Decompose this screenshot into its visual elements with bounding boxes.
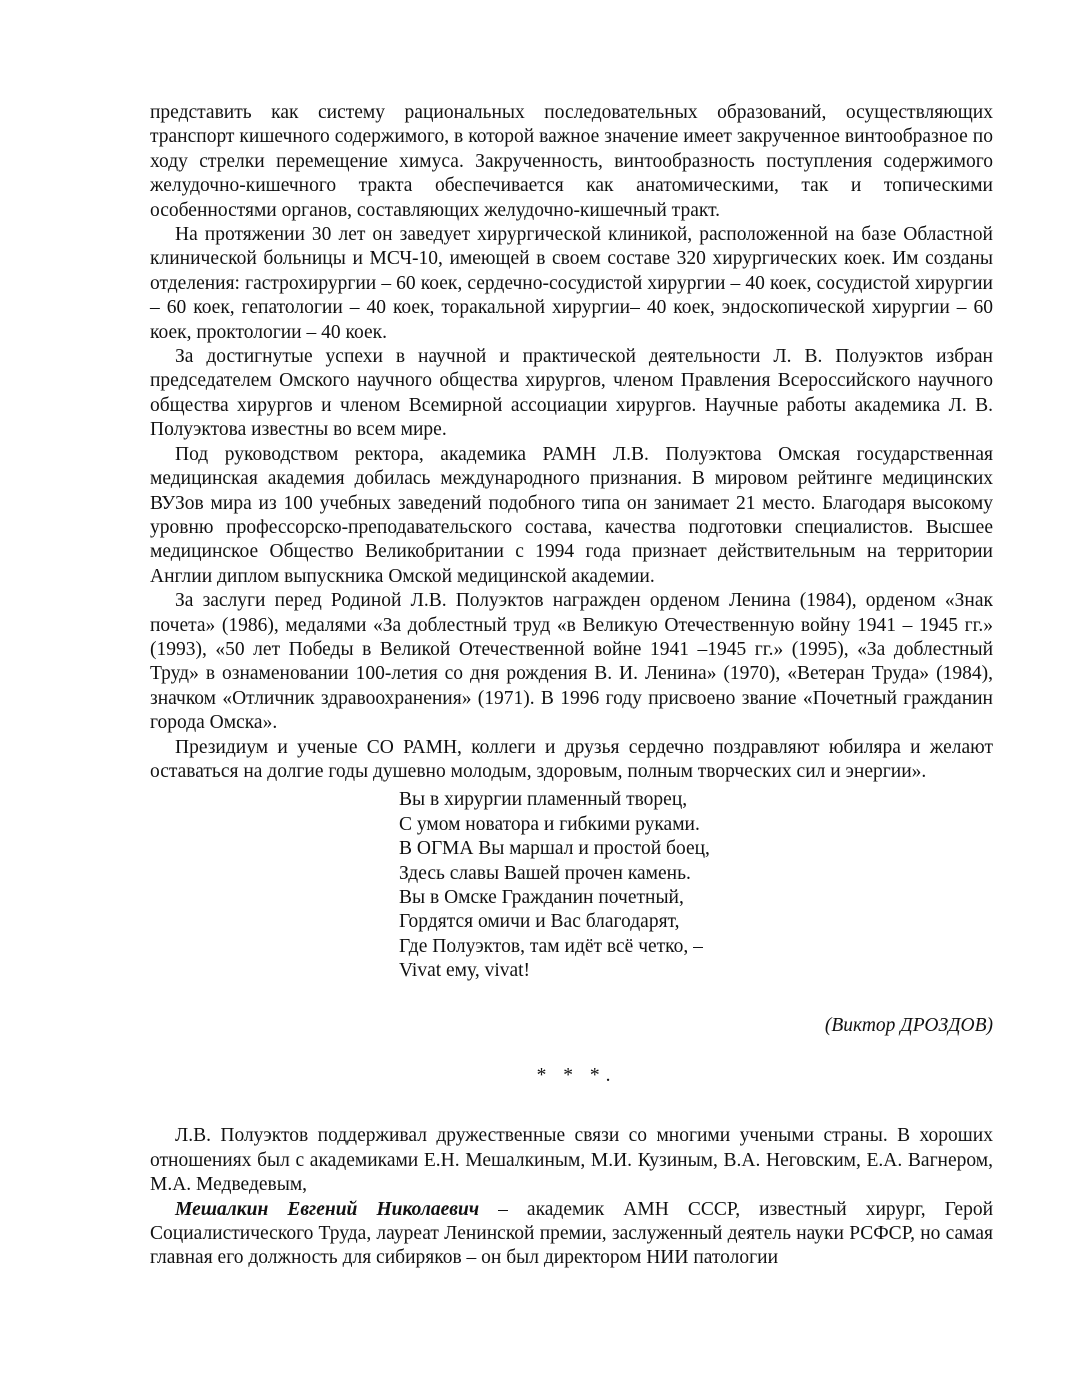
poem-line: Где Полуэктов, там идёт всё четко, –: [399, 935, 703, 957]
paragraph-awards: За заслуги перед Родиной Л.В. Полуэктов награжден орденом Ленина (1984), орденом «Знак почета» (1986), медалями «За доблестный труд «в Великую Отечественную войну 1941 – 1945 гг.» (1993), «50 лет Победы в Великой Отечественной войне 1941 –1945 гг.» (1995), «За доблестный Труд» в ознаменовании 100-летия со дня рождения В. И. Ленина» (1970), «Ветеран Труда» (1984), значком «Отличник здравоохранения» (1971). В 1996 году присвоено звание «Почетный гражданин города Омска».: [150, 590, 993, 734]
poem-line: Здесь славы Вашей прочен камень.: [399, 862, 691, 884]
paragraph-society: За достигнутые успехи в научной и практической деятельности Л. В. Полуэктов избран председателем Омского научного общества хирургов, членом Правления Всероссийского научного общества хирургов и членом Всемирной ассоциации хирургов. Научные работы академика Л. В. Полуэктова известны во всем мире.: [150, 346, 993, 441]
poem: [399, 788, 993, 983]
section-separator: * * *.: [536, 1065, 617, 1087]
paragraph-academy: Под руководством ректора, академика РАМН Л.В. Полуэктова Омская государственная медицинская академия добилась международного признания. В мировом рейтинге медицинских ВУЗов мира из 100 учебных заведений подобного типа он занимает 21 место. Благодаря высокому уровню профессорско-преподавательского состава, качества подготовки специалистов. Высшее медицинское Общество Великобритании с 1994 года признает действительным на территории Англии диплом выпускника Омской медицинской академии.: [150, 443, 993, 587]
paragraph-friends: Л.В. Полуэктов поддерживал дружественные связи со многими учеными страны. В хороших отношениях был с академиками Е.Н. Мешалкиным, М.И. Кузиным, В.А. Неговским, Е.А. Вагнером, М.А. Медведевым,: [150, 1125, 993, 1196]
poem-line: Вы в Омске Гражданин почетный,: [399, 887, 684, 908]
poem-line: Гордятся омичи и Вас благодарят,: [399, 911, 680, 933]
paragraph-clinic: На протяжении 30 лет он заведует хирургической клиникой, расположенной на базе Областной клинической больницы и МСЧ-10, имеющей в своем составе 320 хирургических коек. Им созданы отделения: гастрохирургии – 60 коек, сердечно-сосудистой хирургии – 40 коек, сосудистой хирургии – 60 коек, гепатологии – 40 коек, торакальной хирургии– 40 коек, эндоскопической хирургии – 60 коек, проктологии – 40 коек.: [150, 224, 993, 343]
document-page: [150, 101, 993, 1271]
paragraph-anatomy: представить как систему рациональных последовательных образований, осуществляющих транспорт кишечного содержимого, в которой важное значение имеет закрученное винтообразное по ходу стрелки перемещение химуса. Закрученность, винтообразность поступления содержимого желудочно-кишечного тракта обеспечивается как анатомическими, так и топическими особенностями органов, составляющих желудочно-кишечный тракт.: [150, 102, 993, 221]
poem-signature: (Виктор ДРОЗДОВ): [824, 1014, 993, 1036]
poem-line: В ОГМА Вы маршал и простой боец,: [399, 838, 710, 860]
person-description: – академик АМН СССР, известный хирург, Герой Социалистического Труда, лауреат Ленинской премии, заслуженный деятель науки РСФСР, но самая главная его должность для сибиряков – он был директором НИИ патологии: [150, 1198, 994, 1269]
poem-line: С умом новатора и гибкими руками.: [399, 813, 700, 835]
paragraph-congratulations: Президиум и ученые СО РАМН, коллеги и друзья сердечно поздравляют юбиляра и желают оставаться на долгие годы душевно молодым, здоровым, полным творческих сил и энергии».: [150, 736, 993, 782]
paragraph-meshalkin: [150, 1198, 993, 1271]
poem-line: Вы в хирургии пламенный творец,: [399, 789, 688, 811]
person-name: Мешалкин Евгений Николаевич: [175, 1198, 480, 1220]
poem-line: Vivat ему, vivat!: [399, 960, 531, 982]
